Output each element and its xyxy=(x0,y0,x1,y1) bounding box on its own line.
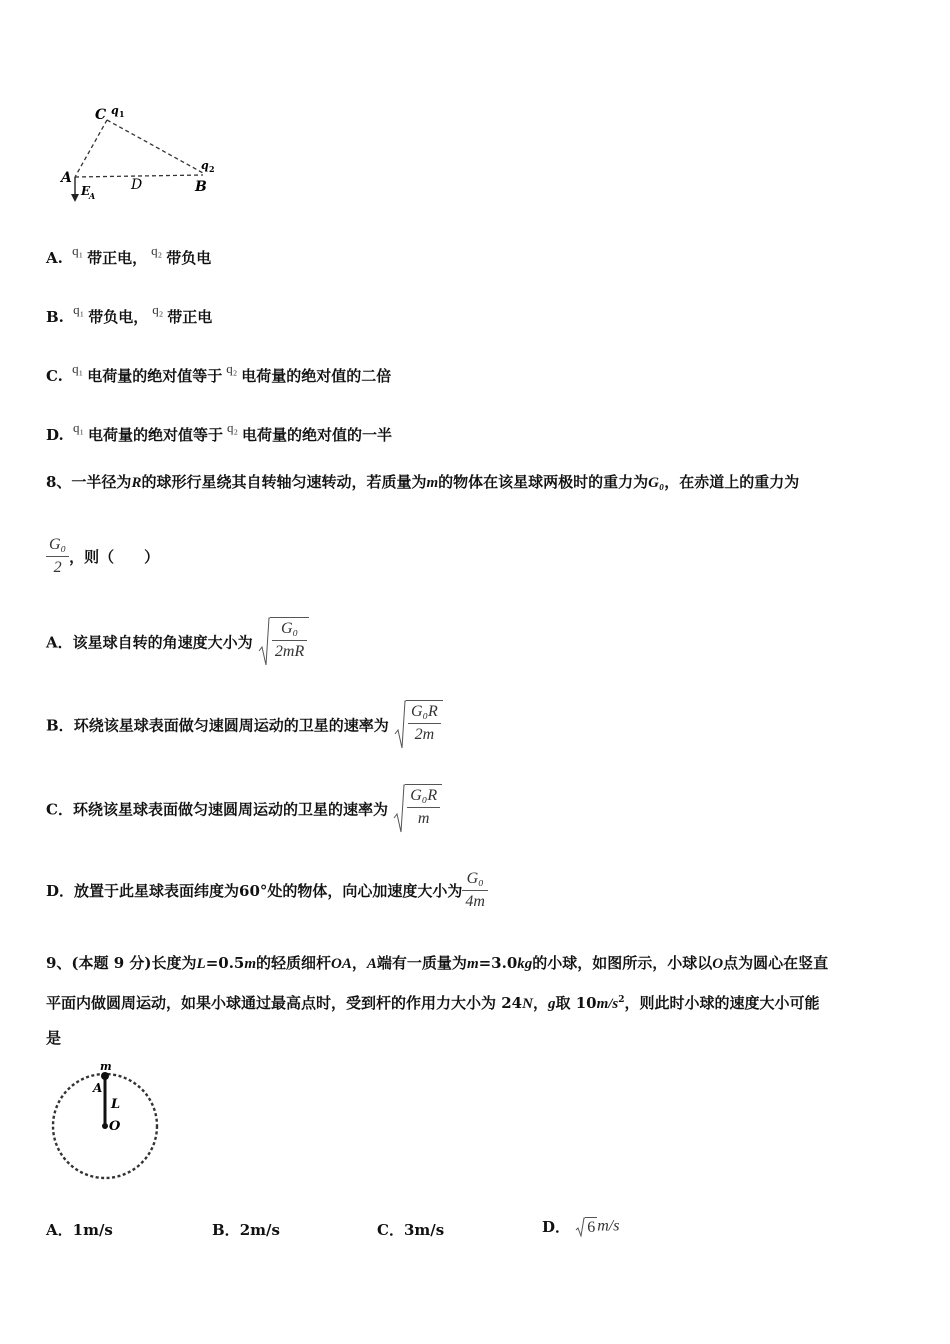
q7-option-b[interactable] xyxy=(46,302,213,328)
q7-option-c[interactable] xyxy=(46,361,392,387)
q2-symbol: q₂ xyxy=(151,243,163,258)
option-letter: B． xyxy=(212,1221,240,1239)
label-E-sub: A xyxy=(89,191,96,201)
q9-option-b[interactable] xyxy=(212,1220,280,1240)
fig-label-m: m xyxy=(100,1060,112,1073)
label-B: B xyxy=(195,179,207,195)
q9-option-c[interactable] xyxy=(377,1220,444,1240)
q8-option-d[interactable] xyxy=(46,868,488,913)
q9-stem-line2: 平面内做圆周运动，如果小球通过最高点时，受到杆的作用力大小为 24N，g取 $10m/s^2$，则此时小球的速度大小可能 xyxy=(46,994,820,1012)
label-D: D xyxy=(131,177,143,193)
circular-motion-figure xyxy=(45,1060,165,1180)
q8-option-c[interactable] xyxy=(46,784,442,834)
stem-text: ，在赤道上的重力为 xyxy=(664,473,800,491)
option-text: 带正电 xyxy=(167,308,213,326)
option-text: 1m/s xyxy=(72,1221,113,1239)
stem-text: ，则（ ） xyxy=(69,548,160,566)
label-C: C xyxy=(95,107,107,123)
option-letter: D． xyxy=(542,1218,571,1236)
option-letter: A． xyxy=(46,1221,73,1239)
label-q1: q xyxy=(111,104,119,117)
option-text: 电荷量的绝对值的一半 xyxy=(242,426,393,444)
stem-text: 的球形行星绕其自转轴匀速转动，若质量为 xyxy=(141,473,427,491)
q9-stem-line1: 9、(本题 9 分)长度为L=0.5m的轻质细杆OA，A端有一质量为m=3.0kg的小球，如图所示，小球以O点为圆心在竖直 xyxy=(46,954,829,972)
option-letter: C. xyxy=(46,367,63,385)
var-R: R xyxy=(131,475,142,491)
option-letter: A． xyxy=(46,633,73,652)
option-text: 电荷量的绝对值的二倍 xyxy=(241,367,392,385)
fraction-g0-over-4m: $\frac{\text{G₀}}{4m}$ xyxy=(462,868,488,913)
q8-option-b[interactable] xyxy=(46,700,443,750)
option-letter: B. xyxy=(46,308,64,326)
q2-symbol: q₂ xyxy=(226,361,238,376)
label-q1-sub: 1 xyxy=(119,109,125,119)
q8-option-a[interactable] xyxy=(46,617,309,667)
stem-text: 8、一半径为 xyxy=(46,473,132,491)
label-A: A xyxy=(61,170,72,186)
charge-triangle-figure xyxy=(45,95,225,210)
q2-symbol: q₂ xyxy=(152,302,164,317)
q2-symbol: q₂ xyxy=(227,420,239,435)
q9-option-d[interactable] xyxy=(542,1216,619,1237)
option-text: 2m/s xyxy=(239,1221,280,1239)
option-text: 带负电 xyxy=(166,249,212,267)
q8-stem xyxy=(46,472,799,493)
q7-option-d[interactable] xyxy=(46,420,393,446)
label-q2-sub: 2 xyxy=(209,164,215,174)
option-letter: C． xyxy=(46,800,73,819)
fraction-g0-over-2: $\frac{\text{G₀}}{2}$ xyxy=(46,534,69,579)
fig-label-L: L xyxy=(111,1097,121,1112)
var-m: m xyxy=(426,475,439,491)
sqrt-expression: $\frac{\text{G₀R}}{m}$ xyxy=(393,784,442,834)
unit-text: m/s xyxy=(597,1217,620,1235)
fig-label-O: O xyxy=(109,1119,121,1134)
fig-label-A: A xyxy=(93,1081,103,1095)
q9-option-a[interactable] xyxy=(46,1220,113,1240)
option-text: 该星球自转的角速度大小为 xyxy=(72,633,253,652)
option-letter: B． xyxy=(46,716,74,735)
option-text: 带正电， xyxy=(87,249,148,267)
option-letter: D. xyxy=(46,426,64,444)
option-letter: D． xyxy=(46,882,75,900)
option-text: 电荷量的绝对值等于 xyxy=(87,367,223,385)
q1-symbol: q₁ xyxy=(72,243,84,258)
sqrt-expression: $\frac{\text{G₀R}}{2m}$ xyxy=(394,700,443,750)
label-E: E xyxy=(81,184,91,198)
q8-stem-cont xyxy=(46,534,159,579)
option-text: 3m/s xyxy=(403,1221,445,1239)
option-text: 电荷量的绝对值等于 xyxy=(87,426,223,444)
label-q2: q xyxy=(201,159,209,172)
stem-text: 的物体在该星球两极时的重力为 xyxy=(438,473,649,491)
q7-option-a[interactable] xyxy=(46,243,212,269)
sqrt-6-expression: 6 xyxy=(575,1217,597,1237)
var-G0: G₀ xyxy=(648,475,665,491)
q1-symbol: q₁ xyxy=(72,420,84,435)
q1-symbol: q₁ xyxy=(73,302,85,317)
option-letter: C． xyxy=(377,1221,404,1239)
q1-symbol: q₁ xyxy=(72,361,84,376)
option-text: 放置于此星球表面纬度为60°处的物体，向心加速度大小为 xyxy=(74,882,463,900)
option-text: 环绕该星球表面做匀速圆周运动的卫星的速率为 xyxy=(73,716,389,735)
q9-stem-line3: 是 xyxy=(46,1029,62,1047)
option-text: 带负电， xyxy=(88,308,149,326)
sqrt-expression: $\frac{\text{G₀}}{2mR}$ xyxy=(258,617,309,667)
option-text: 环绕该星球表面做匀速圆周运动的卫星的速率为 xyxy=(72,800,388,819)
option-letter: A. xyxy=(46,249,63,267)
